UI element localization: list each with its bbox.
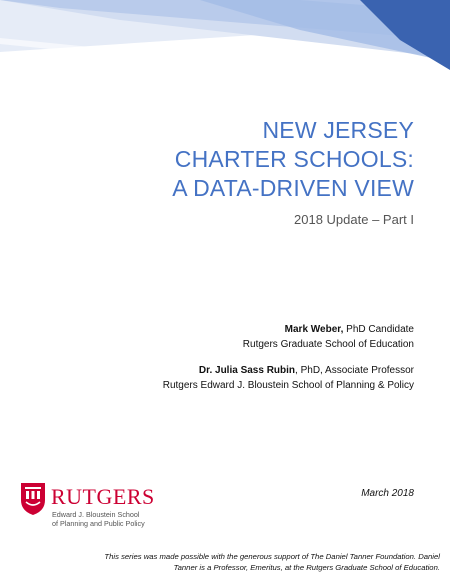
author-2-name: Dr. Julia Sass Rubin <box>198 365 296 376</box>
author-1-name: Mark Weber, <box>284 324 344 335</box>
header-banner <box>0 0 450 80</box>
author-block <box>163 322 414 393</box>
title-line-1: NEW JERSEY <box>262 117 414 143</box>
shield-icon <box>20 482 46 516</box>
funding-note-line-2: Tanner is a Professor, Emeritus, at the Rutgers Graduate School of Education. <box>173 563 440 572</box>
logo-subtitle <box>52 510 145 528</box>
author-1 <box>163 322 414 337</box>
author-2-role: , PhD, Associate Professor <box>295 365 414 376</box>
report-subtitle: 2018 Update – Part I <box>294 212 414 227</box>
author-2-affiliation: Rutgers Edward J. Bloustein School of Planning & Policy <box>162 380 414 391</box>
rutgers-logo <box>20 478 190 538</box>
title-line-3: A DATA-DRIVEN VIEW <box>172 175 414 201</box>
funding-note <box>10 551 440 573</box>
report-title <box>172 116 414 203</box>
logo-wordmark: RUTGERS <box>51 484 155 509</box>
logo-subtitle-line-1: Edward J. Bloustein School <box>52 510 140 519</box>
author-1-affiliation: Rutgers Graduate School of Education <box>242 339 414 350</box>
publication-date: March 2018 <box>361 488 414 499</box>
logo-subtitle-line-2: of Planning and Public Policy <box>52 519 145 528</box>
author-1-role: PhD Candidate <box>343 324 414 335</box>
author-2 <box>163 363 414 378</box>
title-line-2: CHARTER SCHOOLS: <box>174 146 414 172</box>
funding-note-line-1: This series was made possible with the generous support of The Daniel Tanner Foundation. Daniel <box>104 552 440 561</box>
